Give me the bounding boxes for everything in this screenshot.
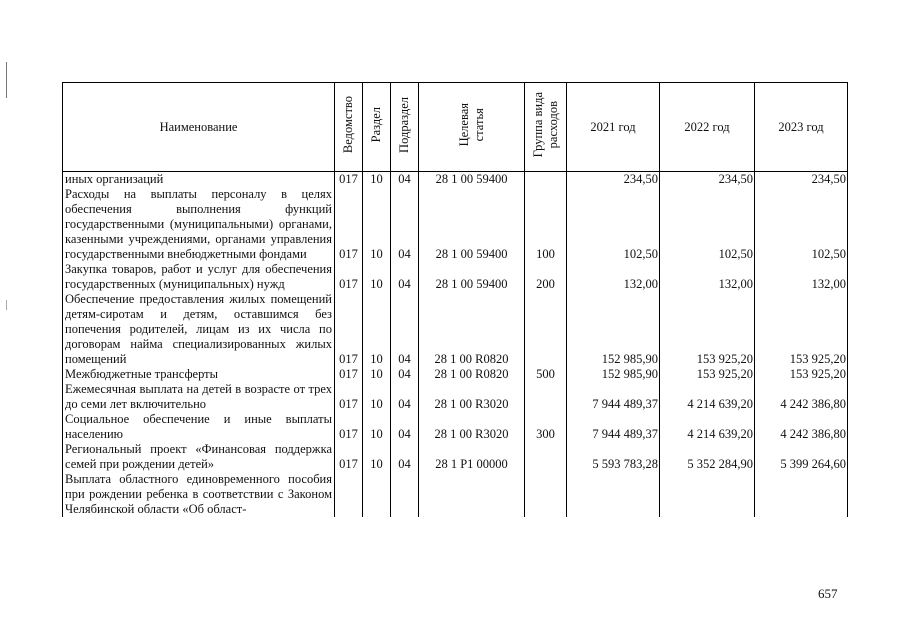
row-value-2022: 5 352 284,90 bbox=[660, 442, 755, 472]
row-value-2022: 4 214 639,20 bbox=[660, 412, 755, 442]
header-razdel: Раздел bbox=[363, 83, 391, 172]
header-2023: 2023 год bbox=[755, 83, 848, 172]
header-podrazdel: Подраздел bbox=[391, 83, 419, 172]
row-tselevaya-statya: 28 1 00 R3020 bbox=[419, 412, 525, 442]
row-razdel: 10 bbox=[363, 412, 391, 442]
row-vedomstvo: 017 bbox=[335, 172, 363, 188]
header-name: Наименование bbox=[63, 83, 335, 172]
row-value-2022: 153 925,20 bbox=[660, 367, 755, 382]
scan-edge-mark bbox=[6, 300, 7, 310]
row-name: Региональный проект «Финансовая поддержка семей при рождении детей» bbox=[63, 442, 335, 472]
row-vedomstvo: 017 bbox=[335, 292, 363, 367]
table-row bbox=[63, 412, 848, 442]
header-2022: 2022 год bbox=[660, 83, 755, 172]
row-value-2023: 153 925,20 bbox=[755, 292, 848, 367]
row-value-2021: 152 985,90 bbox=[567, 367, 660, 382]
row-razdel: 10 bbox=[363, 367, 391, 382]
table-row bbox=[63, 292, 848, 367]
row-razdel: 10 bbox=[363, 292, 391, 367]
row-tselevaya-statya bbox=[419, 472, 525, 517]
row-value-2021: 5 593 783,28 bbox=[567, 442, 660, 472]
row-gruppa-vida bbox=[525, 172, 567, 188]
row-name: иных организаций bbox=[63, 172, 335, 188]
row-vedomstvo: 017 bbox=[335, 382, 363, 412]
row-vedomstvo: 017 bbox=[335, 367, 363, 382]
row-tselevaya-statya: 28 1 00 59400 bbox=[419, 262, 525, 292]
table-row bbox=[63, 262, 848, 292]
row-gruppa-vida: 100 bbox=[525, 187, 567, 262]
row-tselevaya-statya: 28 1 00 59400 bbox=[419, 187, 525, 262]
page-number: 657 bbox=[818, 586, 838, 601]
row-gruppa-vida bbox=[525, 292, 567, 367]
row-value-2023 bbox=[755, 472, 848, 517]
row-value-2022: 4 214 639,20 bbox=[660, 382, 755, 412]
header-gruppa-vida-raskhodov: Группа вида расходов bbox=[525, 83, 567, 172]
row-value-2023: 234,50 bbox=[755, 172, 848, 188]
row-tselevaya-statya: 28 1 P1 00000 bbox=[419, 442, 525, 472]
header-vedomstvo: Ведомство bbox=[335, 83, 363, 172]
row-podrazdel: 04 bbox=[391, 292, 419, 367]
row-value-2023: 102,50 bbox=[755, 187, 848, 262]
table-row bbox=[63, 472, 848, 517]
row-podrazdel bbox=[391, 472, 419, 517]
row-tselevaya-statya: 28 1 00 R3020 bbox=[419, 382, 525, 412]
table-row bbox=[63, 367, 848, 382]
row-name: Межбюджетные трансферты bbox=[63, 367, 335, 382]
row-vedomstvo: 017 bbox=[335, 412, 363, 442]
row-value-2023: 132,00 bbox=[755, 262, 848, 292]
row-value-2023: 4 242 386,80 bbox=[755, 382, 848, 412]
row-value-2022 bbox=[660, 472, 755, 517]
row-razdel: 10 bbox=[363, 442, 391, 472]
row-razdel: 10 bbox=[363, 172, 391, 188]
row-tselevaya-statya: 28 1 00 R0820 bbox=[419, 367, 525, 382]
row-tselevaya-statya: 28 1 00 59400 bbox=[419, 172, 525, 188]
row-gruppa-vida: 500 bbox=[525, 367, 567, 382]
table-row bbox=[63, 442, 848, 472]
row-podrazdel: 04 bbox=[391, 442, 419, 472]
row-value-2023: 153 925,20 bbox=[755, 367, 848, 382]
row-razdel bbox=[363, 472, 391, 517]
row-value-2021: 102,50 bbox=[567, 187, 660, 262]
row-value-2021 bbox=[567, 472, 660, 517]
row-value-2021: 152 985,90 bbox=[567, 292, 660, 367]
row-gruppa-vida bbox=[525, 442, 567, 472]
table-row bbox=[63, 382, 848, 412]
row-gruppa-vida: 200 bbox=[525, 262, 567, 292]
row-gruppa-vida: 300 bbox=[525, 412, 567, 442]
row-name: Расходы на выплаты персоналу в целях обеспечения выполнения функций государственными (муниципальными) органами, казенными учреждениями, органами управления государственными внебюджетными фондами bbox=[63, 187, 335, 262]
row-vedomstvo: 017 bbox=[335, 187, 363, 262]
row-gruppa-vida bbox=[525, 382, 567, 412]
row-value-2022: 153 925,20 bbox=[660, 292, 755, 367]
row-value-2021: 7 944 489,37 bbox=[567, 412, 660, 442]
budget-table bbox=[62, 82, 848, 517]
header-tselevaya-statya: Целевая статья bbox=[419, 83, 525, 172]
row-name: Социальное обеспечение и иные выплаты населению bbox=[63, 412, 335, 442]
row-podrazdel: 04 bbox=[391, 412, 419, 442]
row-vedomstvo bbox=[335, 472, 363, 517]
row-value-2021: 234,50 bbox=[567, 172, 660, 188]
row-name: Ежемесячная выплата на детей в возрасте от трех до семи лет включительно bbox=[63, 382, 335, 412]
row-tselevaya-statya: 28 1 00 R0820 bbox=[419, 292, 525, 367]
row-vedomstvo: 017 bbox=[335, 442, 363, 472]
header-2021: 2021 год bbox=[567, 83, 660, 172]
row-podrazdel: 04 bbox=[391, 367, 419, 382]
row-value-2022: 234,50 bbox=[660, 172, 755, 188]
table-header-row bbox=[63, 83, 848, 172]
row-gruppa-vida bbox=[525, 472, 567, 517]
row-razdel: 10 bbox=[363, 262, 391, 292]
row-name: Закупка товаров, работ и услуг для обеспечения государственных (муниципальных) нужд bbox=[63, 262, 335, 292]
row-value-2023: 4 242 386,80 bbox=[755, 412, 848, 442]
row-value-2021: 132,00 bbox=[567, 262, 660, 292]
table-row bbox=[63, 172, 848, 188]
row-name: Обеспечение предоставления жилых помещений детям-сиротам и детям, оставшимся без попечения родителей, лицам из их числа по договорам найма специализированных жилых помещений bbox=[63, 292, 335, 367]
scan-edge-line bbox=[6, 62, 7, 98]
row-value-2022: 102,50 bbox=[660, 187, 755, 262]
row-value-2022: 132,00 bbox=[660, 262, 755, 292]
row-vedomstvo: 017 bbox=[335, 262, 363, 292]
row-podrazdel: 04 bbox=[391, 382, 419, 412]
row-razdel: 10 bbox=[363, 382, 391, 412]
row-name: Выплата областного единовременного пособия при рождении ребенка в соответствии с Законом Челябинской области «Об област- bbox=[63, 472, 335, 517]
row-value-2023: 5 399 264,60 bbox=[755, 442, 848, 472]
row-podrazdel: 04 bbox=[391, 262, 419, 292]
row-value-2021: 7 944 489,37 bbox=[567, 382, 660, 412]
table-row bbox=[63, 187, 848, 262]
row-podrazdel: 04 bbox=[391, 187, 419, 262]
row-podrazdel: 04 bbox=[391, 172, 419, 188]
row-razdel: 10 bbox=[363, 187, 391, 262]
